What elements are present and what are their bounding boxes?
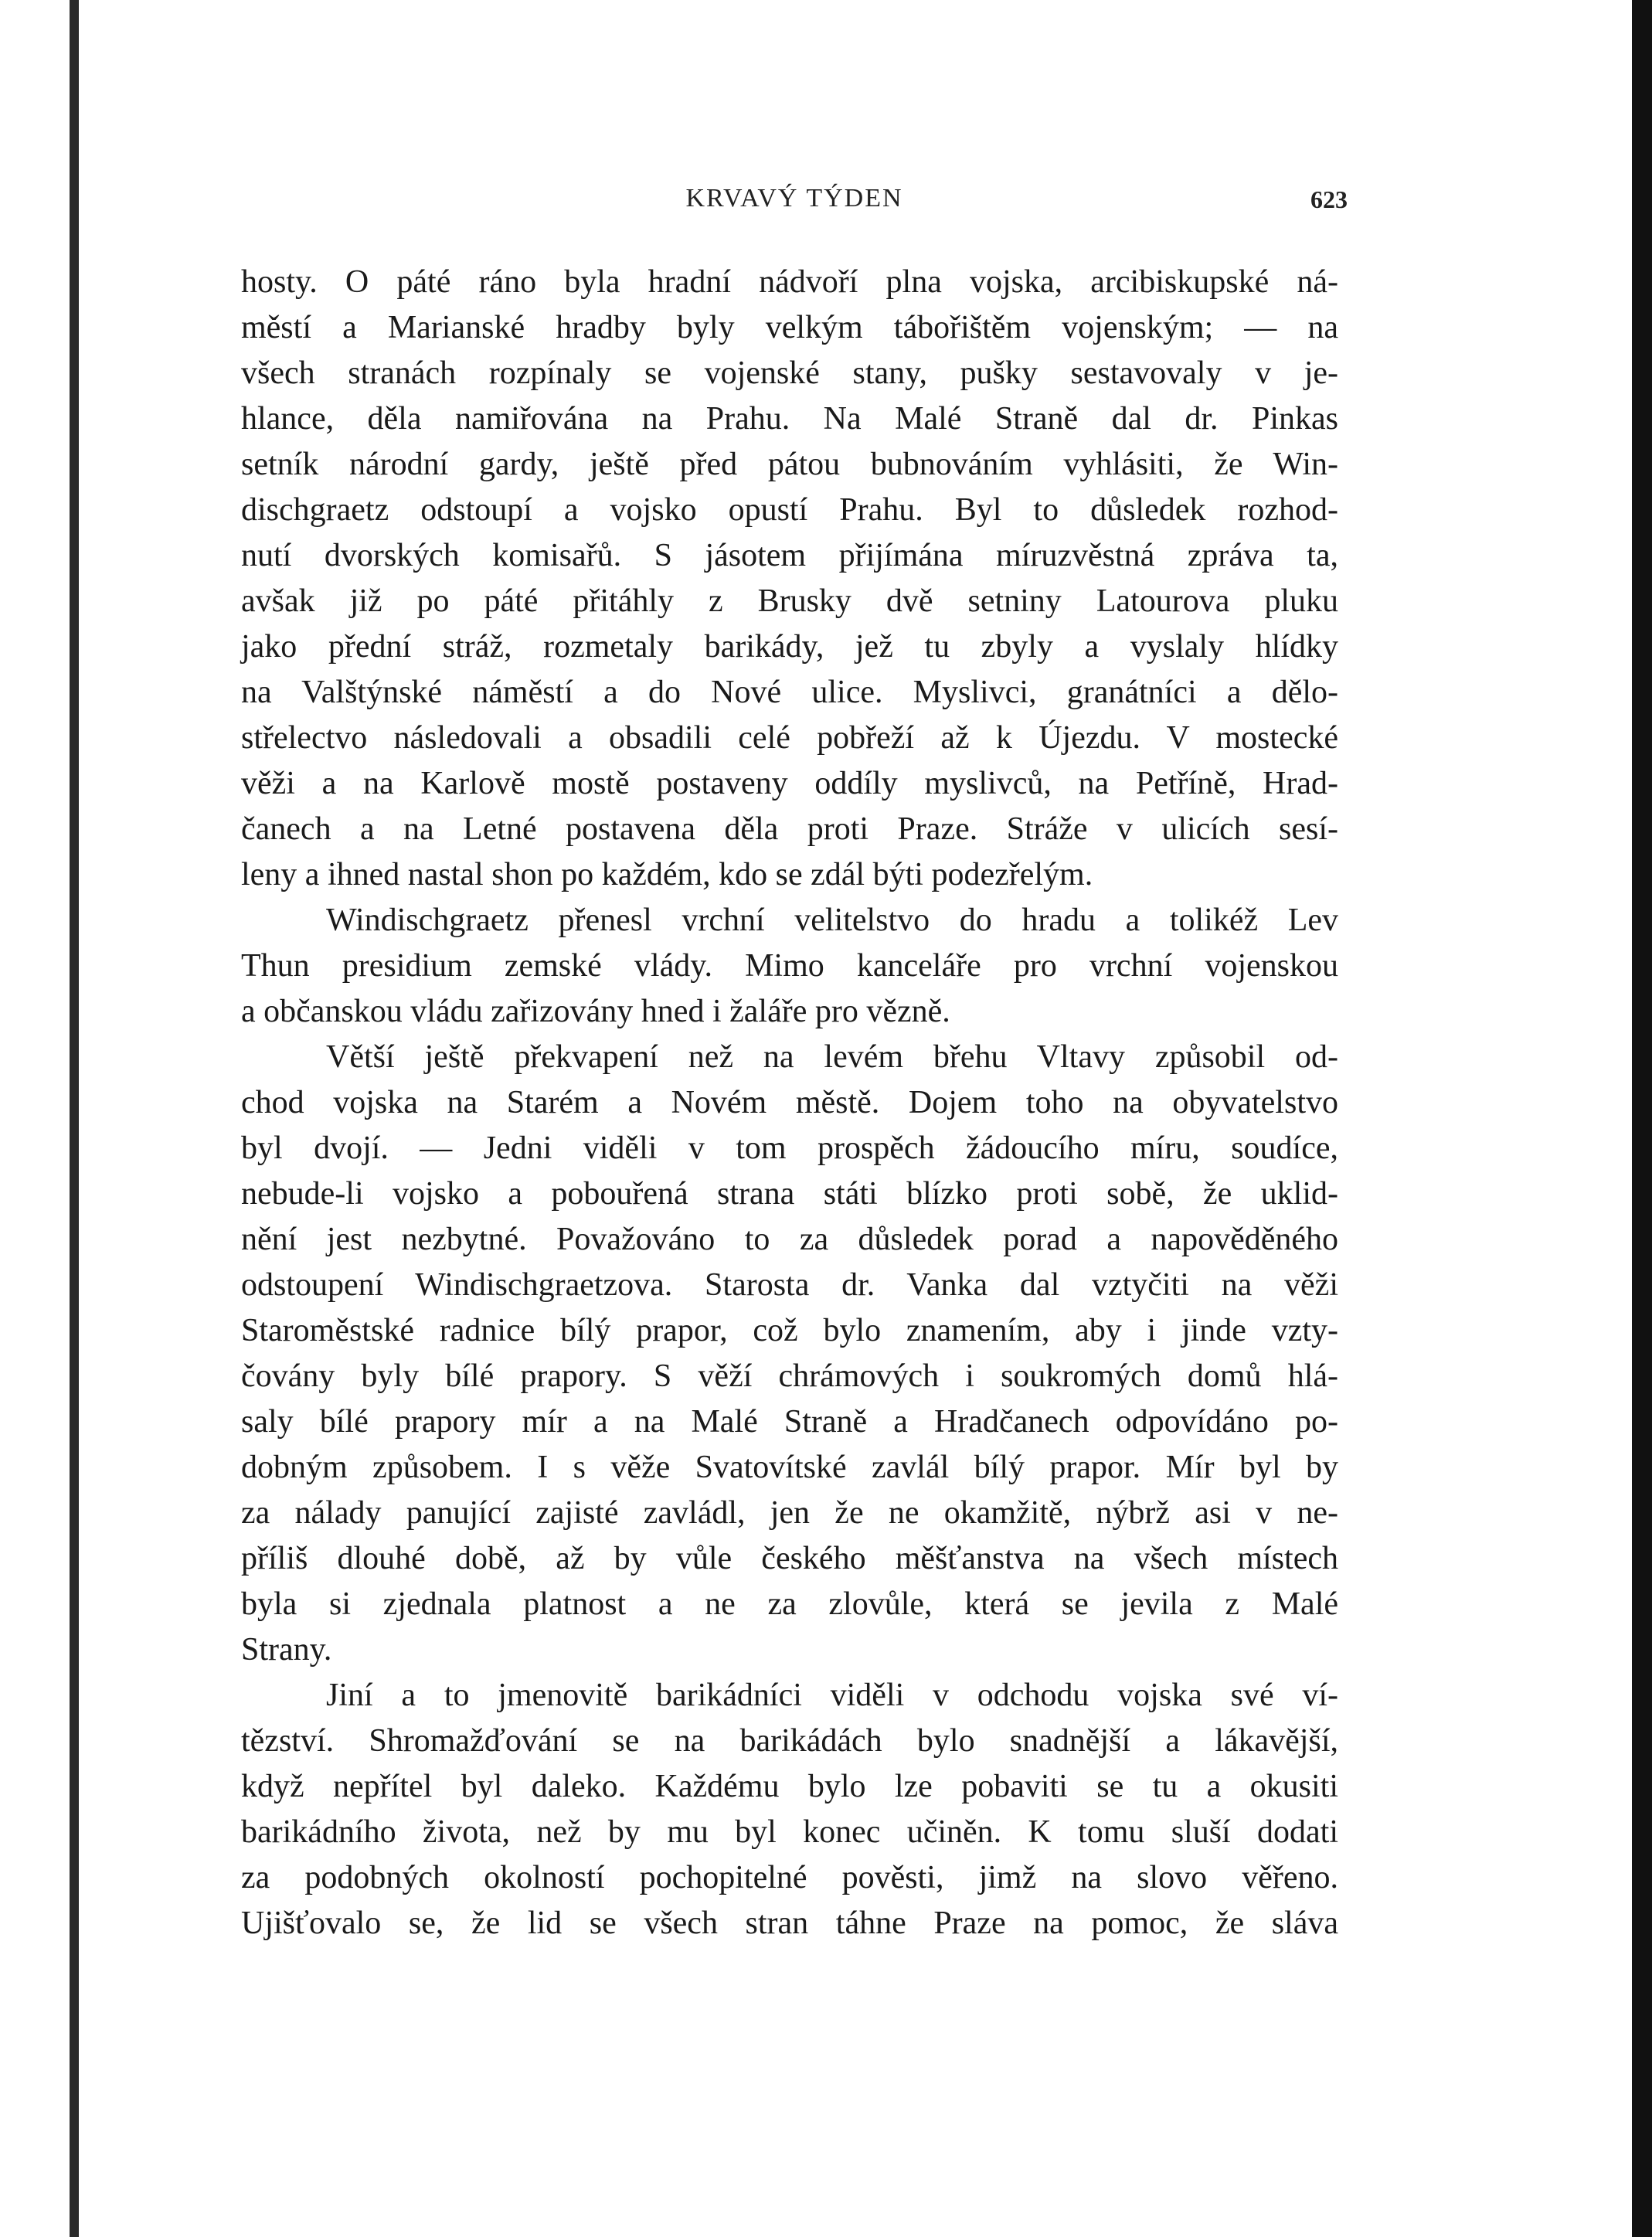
text-line: saly bílé prapory mír a na Malé Straně a Hradčanech odpovídáno po- xyxy=(241,1404,1338,1440)
text-line: za podobných okolností pochopitelné pověsti, jimž na slovo věřeno. xyxy=(241,1860,1338,1895)
body-text xyxy=(241,260,1338,1946)
text-line: Windischgraetz přenesl vrchní velitelstvo do hradu a tolikéž Lev xyxy=(326,903,1338,938)
text-line: setník národní gardy, ještě před pátou bubnováním vyhlásiti, že Win- xyxy=(241,447,1338,482)
running-head xyxy=(241,184,1348,223)
text-line: chod vojska na Starém a Novém městě. Dojem toho na obyvatelstvo xyxy=(241,1085,1338,1120)
text-line: střelectvo následovali a obsadili celé pobřeží až k Újezdu. V mostecké xyxy=(241,720,1338,756)
text-line: Strany. xyxy=(241,1632,332,1668)
text-line: byl dvojí. — Jedni viděli v tom prospěch žádoucího míru, soudíce, xyxy=(241,1130,1338,1166)
text-line: hosty. O páté ráno byla hradní nádvoří plna vojska, arcibiskupské ná- xyxy=(241,264,1338,300)
scan-edge-left xyxy=(70,0,79,2237)
text-line: příliš dlouhé době, až by vůle českého měšťanstva na všech místech xyxy=(241,1541,1338,1576)
text-line: na Valštýnské náměstí a do Nové ulice. Myslivci, granátníci a dělo- xyxy=(241,675,1338,710)
text-line: čovány byly bílé prapory. S věží chrámových i soukromých domů hlá- xyxy=(241,1358,1338,1394)
text-line: všech stranách rozpínaly se vojenské stany, pušky sestavovaly v je- xyxy=(241,355,1338,391)
text-line: Thun presidium zemské vlády. Mimo kanceláře pro vrchní vojenskou xyxy=(241,948,1338,984)
text-line: byla si zjednala platnost a ne za zlovůle, která se jevila z Malé xyxy=(241,1586,1338,1622)
text-line: městí a Marianské hradby byly velkým tábořištěm vojenským; — na xyxy=(241,310,1338,345)
text-line: Větší ještě překvapení než na levém břehu Vltavy způsobil od- xyxy=(326,1039,1338,1075)
text-line: barikádního života, než by mu byl konec učiněn. K tomu sluší dodati xyxy=(241,1814,1338,1850)
text-line: za nálady panující zajisté zavládl, jen že ne okamžitě, nýbrž asi v ne- xyxy=(241,1495,1338,1531)
text-line: nutí dvorských komisařů. S jásotem přijímána míruzvěstná zpráva ta, xyxy=(241,538,1338,573)
text-line: když nepřítel byl daleko. Každému bylo lze pobaviti se tu a okusiti xyxy=(241,1769,1338,1804)
text-line: nebude-li vojsko a pobouřená strana státi blízko proti sobě, že uklid- xyxy=(241,1176,1338,1212)
text-line: nění jest nezbytné. Považováno to za důsledek porad a napověděného xyxy=(241,1222,1338,1257)
text-line: tězství. Shromažďování se na barikádách bylo snadnější a lákavější, xyxy=(241,1723,1338,1759)
text-line: a občanskou vládu zařizovány hned i žaláře pro vězně. xyxy=(241,994,950,1029)
page-number: 623 xyxy=(1310,185,1348,213)
text-line: hlance, děla namiřována na Prahu. Na Malé Straně dal dr. Pinkas xyxy=(241,401,1338,437)
text-line: dischgraetz odstoupí a vojsko opustí Prahu. Byl to důsledek rozhod- xyxy=(241,492,1338,528)
text-line: odstoupení Windischgraetzova. Starosta dr. Vanka dal vztyčiti na věži xyxy=(241,1267,1338,1303)
text-line: avšak již po páté přitáhly z Brusky dvě setniny Latourova pluku xyxy=(241,583,1338,619)
text-line: Jiní a to jmenovitě barikádníci viděli v odchodu vojska své ví- xyxy=(326,1678,1338,1713)
scan-edge-right xyxy=(1632,0,1652,2237)
text-line: dobným způsobem. I s věže Svatovítské zavlál bílý prapor. Mír byl by xyxy=(241,1450,1338,1485)
text-line: čanech a na Letné postavena děla proti Praze. Stráže v ulicích sesí- xyxy=(241,811,1338,847)
text-line: Staroměstské radnice bílý prapor, což bylo znamením, aby i jinde vzty- xyxy=(241,1313,1338,1348)
running-title: KRVAVÝ TÝDEN xyxy=(685,184,903,212)
text-line: leny a ihned nastal shon po každém, kdo se zdál býti podezřelým. xyxy=(241,857,1093,892)
text-line: Ujišťovalo se, že lid se všech stran táhne Praze na pomoc, že sláva xyxy=(241,1906,1338,1941)
text-line: jako přední stráž, rozmetaly barikády, jež tu zbyly a vyslaly hlídky xyxy=(241,629,1338,665)
text-line: věži a na Karlově mostě postaveny oddíly myslivců, na Petříně, Hrad- xyxy=(241,766,1338,801)
